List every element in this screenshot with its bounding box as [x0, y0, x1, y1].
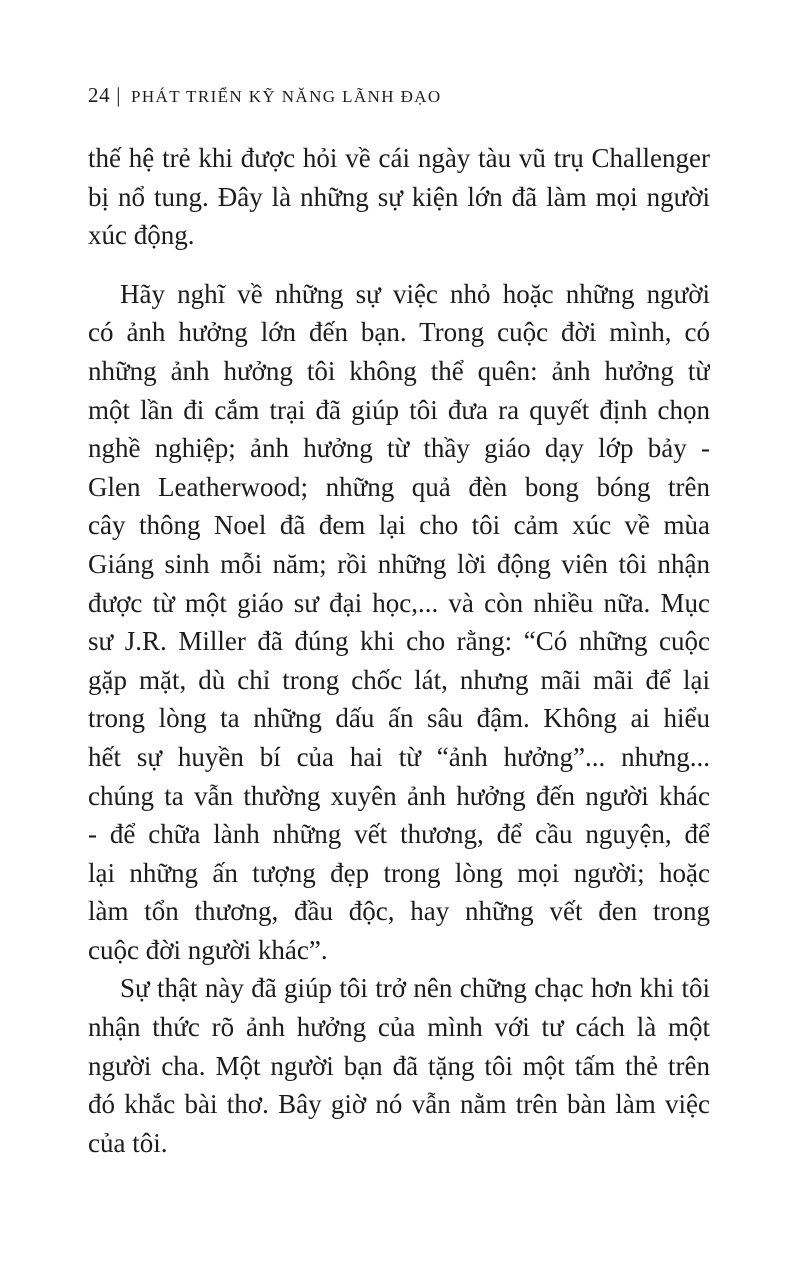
- text-line: đó khắc bài thơ. Bây giờ nó vẫn nằm trên bàn làm việc: [88, 1089, 710, 1120]
- text-line: trong lòng ta những dấu ấn sâu đậm. Không ai hiểu: [88, 703, 710, 734]
- text-line: Giáng sinh mỗi năm; rồi những lời động viên tôi nhận: [88, 548, 710, 579]
- text-line: nhận thức rõ ảnh hưởng của mình với tư cách là một: [88, 1012, 710, 1043]
- paragraph-3: [88, 969, 710, 1162]
- paragraph-2: [88, 275, 710, 970]
- text-line: - để chữa lành những vết thương, để cầu nguyện, để: [88, 819, 710, 850]
- text-line: sư J.R. Miller đã đúng khi cho rằng: “Có những cuộc: [88, 626, 710, 657]
- text-line: chúng ta vẫn thường xuyên ảnh hưởng đến người khác: [88, 780, 710, 811]
- text-line: bị nổ tung. Đây là những sự kiện lớn đã làm mọi người: [88, 181, 710, 212]
- text-line: Sự thật này đã giúp tôi trở nên chững chạc hơn khi tôi: [120, 973, 710, 1004]
- text-line: một lần đi cắm trại đã giúp tôi đưa ra quyết định chọn: [88, 394, 710, 425]
- text-line: những ảnh hưởng tôi không thể quên: ảnh hưởng từ: [88, 355, 710, 386]
- text-line: Hãy nghĩ về những sự việc nhỏ hoặc những người: [120, 278, 710, 309]
- text-line: xúc động.: [88, 220, 195, 251]
- text-line: Glen Leatherwood; những quả đèn bong bóng trên: [88, 471, 710, 502]
- running-header: [88, 80, 442, 112]
- page-number: 24: [88, 83, 111, 107]
- text-line: gặp mặt, dù chỉ trong chốc lát, nhưng mãi mãi để lại: [88, 664, 710, 695]
- paragraph-1: [88, 139, 710, 255]
- text-line: làm tổn thương, đầu độc, hay những vết đen trong: [88, 896, 710, 927]
- text-line: có ảnh hưởng lớn đến bạn. Trong cuộc đời mình, có: [88, 317, 710, 348]
- text-line: thế hệ trẻ khi được hỏi về cái ngày tàu vũ trụ Challenger: [88, 143, 710, 173]
- text-line: nghề nghiệp; ảnh hưởng từ thầy giáo dạy lớp bảy -: [88, 433, 710, 464]
- text-line: lại những ấn tượng đẹp trong lòng mọi người; hoặc: [88, 857, 710, 888]
- header-separator: |: [116, 83, 122, 107]
- text-line: được từ một giáo sư đại học,... và còn nhiều nữa. Mục: [88, 587, 710, 618]
- text-line: cây thông Noel đã đem lại cho tôi cảm xúc về mùa: [88, 510, 710, 541]
- text-line: hết sự huyền bí của hai từ “ảnh hưởng”... nhưng...: [88, 741, 710, 772]
- text-line: của tôi.: [88, 1127, 168, 1158]
- text-line: người cha. Một người bạn đã tặng tôi một tấm thẻ trên: [88, 1050, 710, 1081]
- book-title: PHÁT TRIỂN KỸ NĂNG LÃNH ĐẠO: [131, 87, 442, 106]
- text-line: cuộc đời người khác”.: [88, 934, 328, 965]
- body-text: [88, 139, 710, 1162]
